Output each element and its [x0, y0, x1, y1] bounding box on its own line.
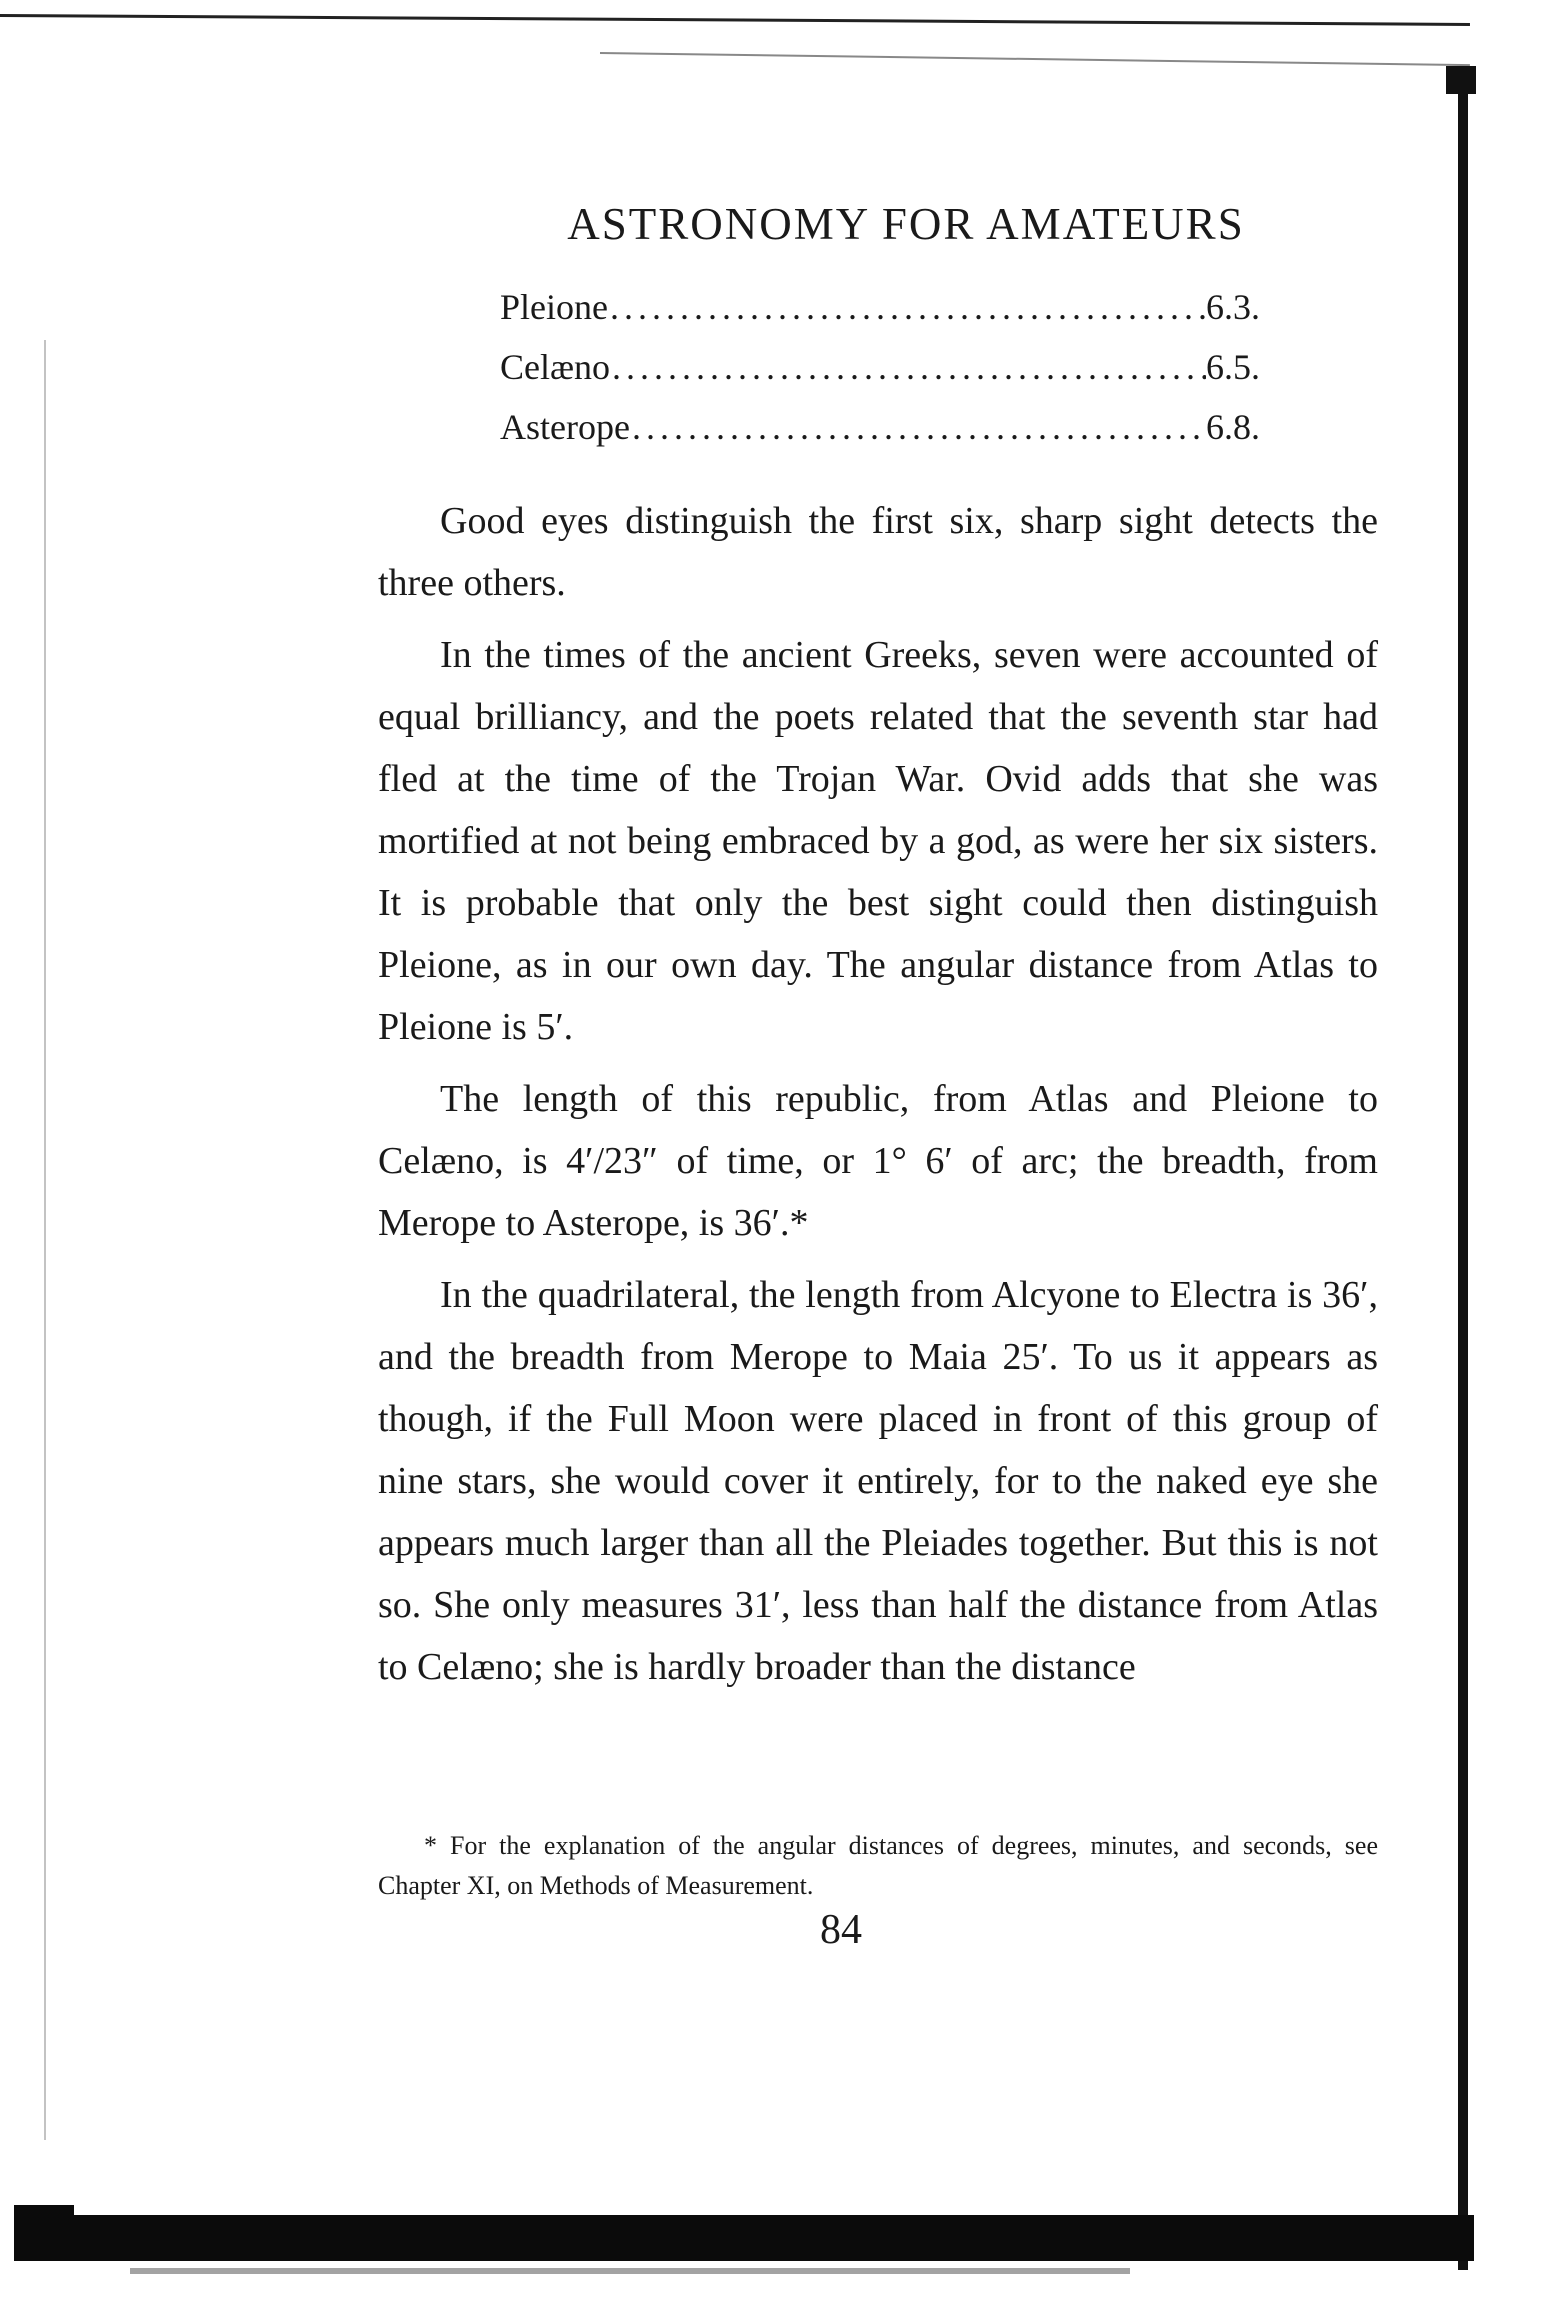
- table-row: [500, 406, 1260, 466]
- paragraph: In the quadrilateral, the length from Alcyone to Electra is 36′, and the breadth from Merope to Maia 25′. To us it appears as though, if the Full Moon were placed in front of this group of nine stars, she would cover it entirely, for to the naked eye she appears much larger than all the Pleiades together. But this is not so. She only measures 31′, less than half the distance from Atlas to Celæno; she is hardly broader than the distance: [378, 1274, 1378, 1688]
- star-name: Pleione: [500, 287, 608, 327]
- table-row: [500, 346, 1260, 406]
- scan-left-edge: [44, 340, 46, 2140]
- paragraph: Good eyes distinguish the first six, sharp sight detects the three others.: [378, 500, 1378, 604]
- page-number: 84: [820, 1907, 862, 1953]
- table-row: [500, 286, 1260, 346]
- star-magnitude: 6.3.: [1206, 287, 1260, 327]
- scan-bottom-tail: [130, 2268, 1130, 2274]
- magnitude-table: [500, 286, 1260, 466]
- leader-dots: [610, 346, 1206, 388]
- scan-bottom-bar: [14, 2215, 1474, 2261]
- star-name: Asterope: [500, 407, 630, 447]
- leader-dots: [630, 406, 1206, 448]
- running-header: ASTRONOMY FOR AMATEURS: [567, 199, 1245, 249]
- scan-top-rule: [0, 14, 1470, 26]
- scan-top-rule-faint: [600, 52, 1470, 66]
- star-magnitude: 6.5.: [1206, 347, 1260, 387]
- leader-dots: [608, 286, 1206, 328]
- paragraph: The length of this republic, from Atlas and Pleione to Celæno, is 4′/23″ of time, or 1° 6′ of arc; the breadth, from Merope to Asterope, is 36′.*: [378, 1078, 1378, 1244]
- star-name: Celæno: [500, 347, 611, 387]
- scan-right-edge: [1458, 70, 1468, 2270]
- footnote: * For the explanation of the angular distances of degrees, minutes, and seconds, see Chapter XI, on Methods of Measurement.: [378, 1831, 1378, 1900]
- body-text: [378, 490, 1378, 1698]
- paragraph: In the times of the ancient Greeks, seven were accounted of equal brilliancy, and the poets related that the seventh star had fled at the time of the Trojan War. Ovid adds that she was mortified at not being embraced by a god, as were her six sisters. It is probable that only the best sight could then distinguish Pleione, as in our own day. The angular distance from Atlas to Pleione is 5′.: [378, 634, 1378, 1048]
- star-magnitude: 6.8.: [1206, 407, 1260, 447]
